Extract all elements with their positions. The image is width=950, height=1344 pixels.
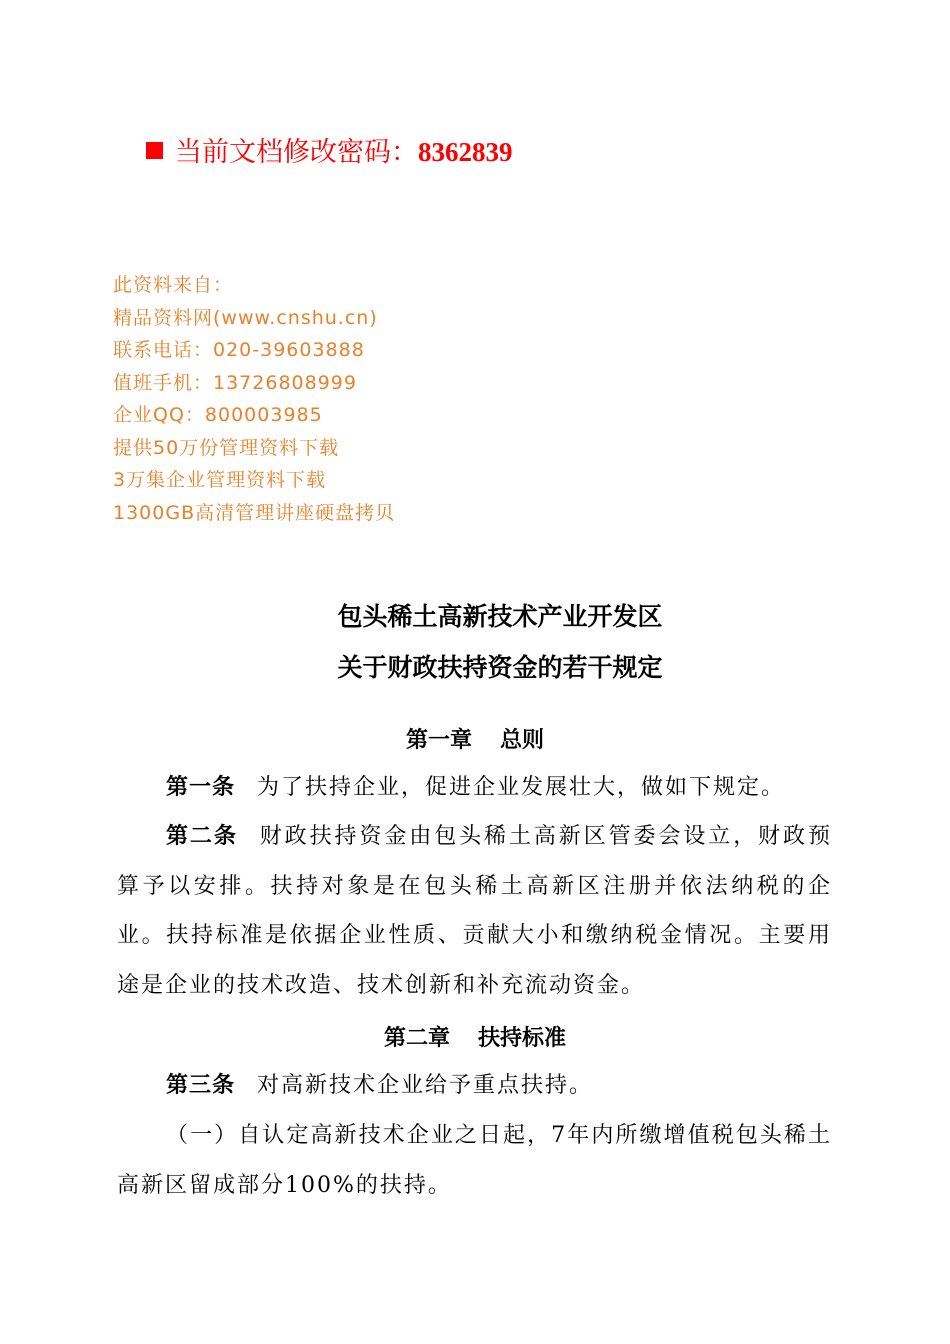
article-1 bbox=[117, 763, 832, 813]
article-text: 为了扶持企业，促进企业发展壮大，做如下规定。 bbox=[257, 775, 786, 800]
source-line: 联系电话：020-39603888 bbox=[113, 339, 365, 361]
article-label: 第一条 bbox=[166, 775, 236, 800]
source-line: 此资料来自： bbox=[113, 274, 234, 296]
chapter-name: 总则 bbox=[500, 728, 545, 753]
password-code: 8362839 bbox=[418, 137, 513, 167]
article-text: 对高新技术企业给予重点扶持。 bbox=[257, 1073, 594, 1098]
password-notice bbox=[146, 130, 513, 169]
chapter-heading-2 bbox=[0, 1021, 950, 1052]
red-square-icon bbox=[146, 142, 163, 159]
article-2 bbox=[117, 812, 832, 1011]
password-label: 当前文档修改密码： bbox=[175, 137, 418, 168]
chapter-number: 第二章 bbox=[383, 1026, 450, 1051]
article-label: 第二条 bbox=[166, 824, 238, 849]
article-3 bbox=[117, 1061, 832, 1111]
chapter-name: 扶持标准 bbox=[478, 1026, 567, 1051]
source-line: 精品资料网(www.cnshu.cn) bbox=[113, 306, 378, 329]
source-line: 提供50万份管理资料下载 bbox=[113, 436, 340, 459]
source-line: 值班手机：13726808999 bbox=[113, 371, 357, 394]
article-label: 第三条 bbox=[166, 1073, 236, 1098]
source-line: 1300GB高清管理讲座硬盘拷贝 bbox=[113, 501, 396, 524]
document-title-line2: 关于财政扶持资金的若干规定 bbox=[337, 653, 663, 682]
article-text: 财政扶持资金由包头稀土高新区管委会设立，财政预算予以安排。扶持对象是在包头稀土高新区注册并依法纳税的企业。扶持标准是依据企业性质、贡献大小和缴纳税金情况。主要用途是企业的技术改造、技术创新和补充流动资金。 bbox=[117, 824, 832, 999]
chapter-number: 第一章 bbox=[405, 728, 472, 753]
document-title-line1: 包头稀土高新技术产业开发区 bbox=[337, 602, 663, 631]
source-line: 3万集企业管理资料下载 bbox=[113, 469, 327, 491]
chapter-heading-1 bbox=[0, 723, 950, 754]
item-text: （一）自认定高新技术企业之日起，7年内所缴增值税包头稀土高新区留成部分100%的扶持。 bbox=[117, 1123, 832, 1198]
item-1 bbox=[117, 1111, 832, 1210]
source-line: 企业QQ：800003985 bbox=[113, 404, 323, 426]
source-info-block bbox=[113, 269, 395, 529]
